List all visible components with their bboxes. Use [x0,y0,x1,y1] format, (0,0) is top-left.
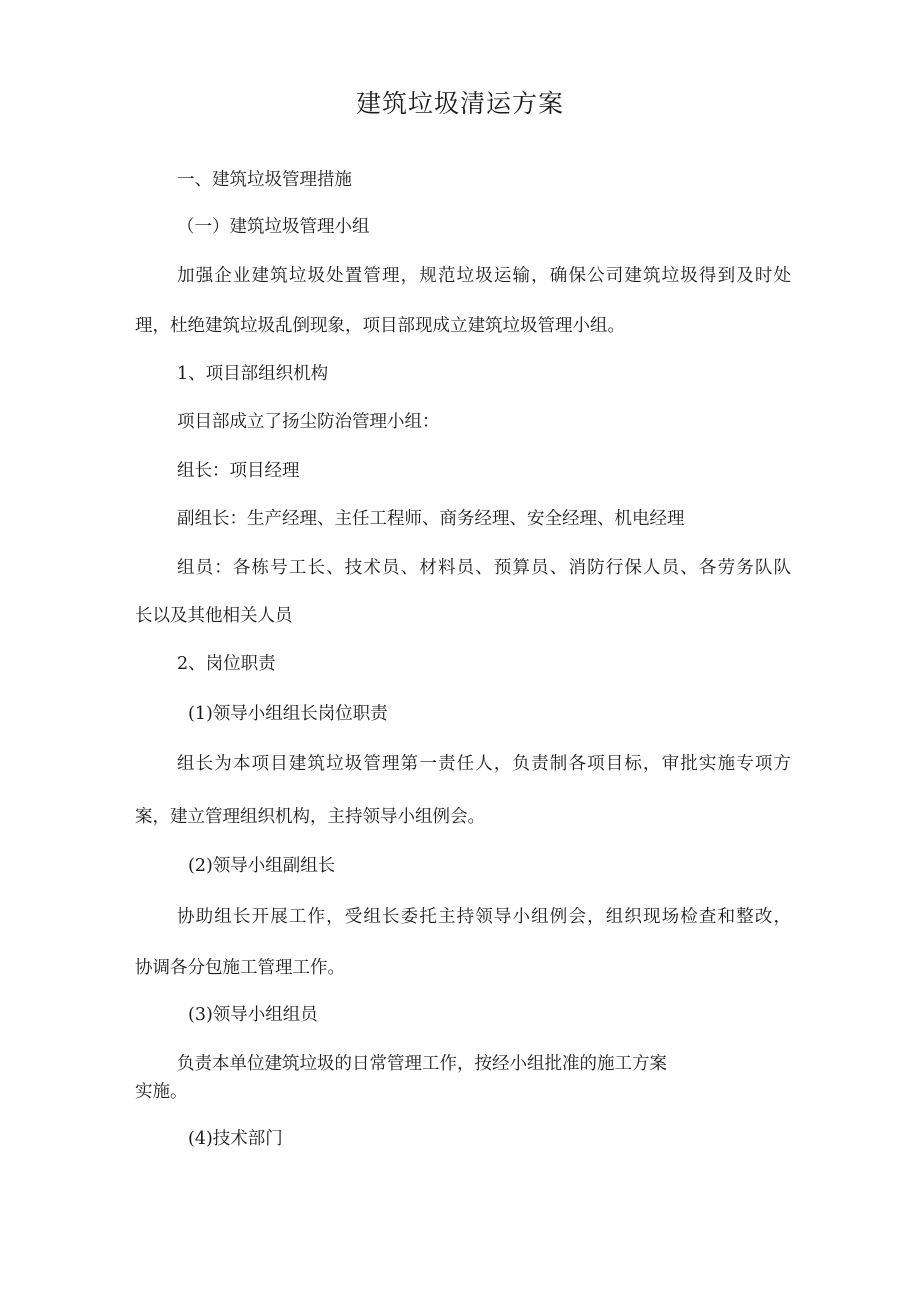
paragraph-line: 协调各分包施工管理工作。 [135,958,345,978]
paragraph-line: 理，杜绝建筑垃圾乱倒现象，项目部现成立建筑垃圾管理小组。 [135,316,625,336]
paragraph-line: 长以及其他相关人员 [135,606,293,626]
paragraph-line: 负责本单位建筑垃圾的日常管理工作，按经小组批准的施工方案 [177,1054,667,1074]
sub-item-heading: (1)领导小组组长岗位职责 [188,704,388,724]
paragraph-line: 组长：项目经理 [177,461,300,481]
subsection-heading: （一）建筑垃圾管理小组 [177,217,370,237]
section-heading: 一、建筑垃圾管理措施 [177,170,352,190]
document-title: 建筑垃圾清运方案 [355,89,564,118]
item-heading: 2、岗位职责 [177,654,276,674]
sub-item-heading: (2)领导小组副组长 [188,856,336,876]
sub-item-heading: (3)领导小组组员 [188,1005,318,1025]
item-heading: 1、项目部组织机构 [177,364,329,384]
paragraph-line: 协助组长开展工作，受组长委托主持领导小组例会，组织现场检查和整改， [177,907,791,927]
paragraph-line: 项目部成立了扬尘防治管理小组： [177,412,440,432]
paragraph-line: 加强企业建筑垃圾处置管理，规范垃圾运输，确保公司建筑垃圾得到及时处 [177,266,791,286]
paragraph-line: 案，建立管理组织机构，主持领导小组例会。 [135,807,485,827]
paragraph-line: 副组长：生产经理、主任工程师、商务经理、安全经理、机电经理 [177,509,685,529]
paragraph-line: 组员：各栋号工长、技术员、材料员、预算员、消防行保人员、各劳务队队 [177,558,791,578]
paragraph-line: 组长为本项目建筑垃圾管理第一责任人，负责制各项目标，审批实施专项方 [177,754,791,774]
paragraph-line: 实施。 [135,1082,188,1102]
sub-item-heading: (4)技术部门 [188,1129,283,1149]
